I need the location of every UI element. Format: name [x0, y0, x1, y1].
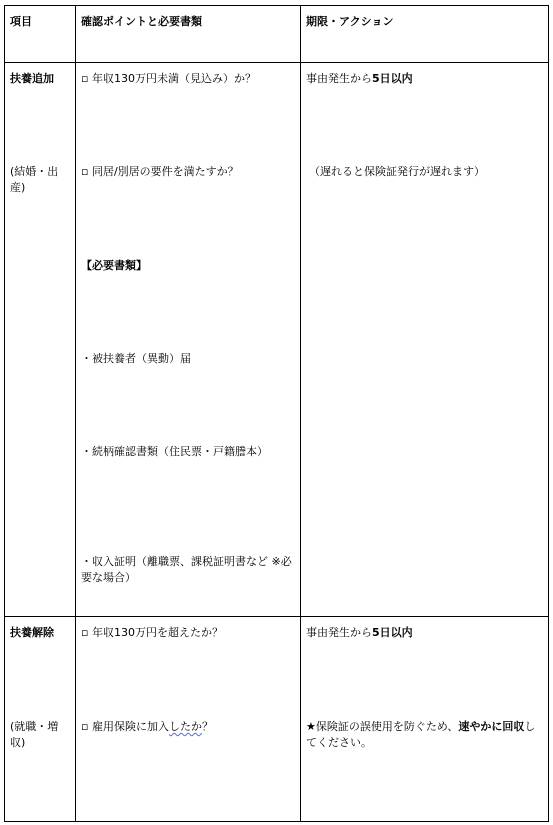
item-cell	[5, 617, 76, 822]
action-text	[306, 719, 542, 751]
check-cell	[76, 63, 301, 617]
deadline-text	[306, 625, 542, 641]
header-cell-item	[5, 6, 76, 63]
item-cell	[5, 63, 76, 617]
deadline-days: 5日以内	[372, 626, 413, 639]
deadline-days: 5日以内	[372, 72, 413, 85]
header-item: 項目	[10, 15, 32, 28]
deadline-prefix: 事由発生から	[306, 626, 372, 639]
header-check: 確認ポイントと必要書類	[81, 15, 202, 28]
deadline-prefix: 事由発生から	[306, 72, 372, 85]
action-prefix: ★保険証の誤使用を防ぐため、	[306, 720, 459, 733]
check-item: ▫ 同居/別居の要件を満たすか？	[81, 165, 239, 178]
procedure-table	[4, 5, 549, 822]
deadline-text	[306, 71, 542, 87]
item-note: (結婚・出産)	[10, 165, 59, 194]
check-item: ▫ 年収130万円を超えたか？	[81, 626, 223, 639]
doc-item: ・続柄確認書類（住民票・戸籍謄本）	[81, 445, 268, 458]
item-title: 扶養追加	[10, 72, 54, 85]
check-item	[81, 719, 294, 735]
doc-item: ・被扶養者（異動）届	[81, 352, 191, 365]
check-item: ▫ 年収130万円未満（見込み）か？	[81, 72, 256, 85]
check-suffix: ？	[201, 720, 213, 733]
item-note: (就職・増収)	[10, 720, 59, 749]
spellcheck-underline: したか	[168, 720, 202, 733]
check-prefix: ▫ 雇用保険に加入	[81, 720, 169, 733]
docs-heading: 【必要書類】	[81, 259, 147, 272]
deadline-cell	[301, 63, 549, 617]
item-title: 扶養解除	[10, 626, 54, 639]
table-header-row	[5, 6, 549, 63]
header-cell-deadline	[301, 6, 549, 63]
header-cell-check	[76, 6, 301, 63]
table-row	[5, 63, 549, 617]
check-cell	[76, 617, 301, 822]
doc-item: ・収入証明（離職票、課税証明書など ※必要な場合）	[81, 555, 292, 584]
action-emphasis: 速やかに回収	[458, 720, 525, 733]
deadline-cell	[301, 617, 549, 822]
deadline-note: （遅れると保険証発行が遅れます）	[309, 165, 485, 178]
action-suffix: してください。	[306, 720, 536, 749]
header-deadline: 期限・アクション	[306, 15, 394, 28]
table-row	[5, 617, 549, 822]
